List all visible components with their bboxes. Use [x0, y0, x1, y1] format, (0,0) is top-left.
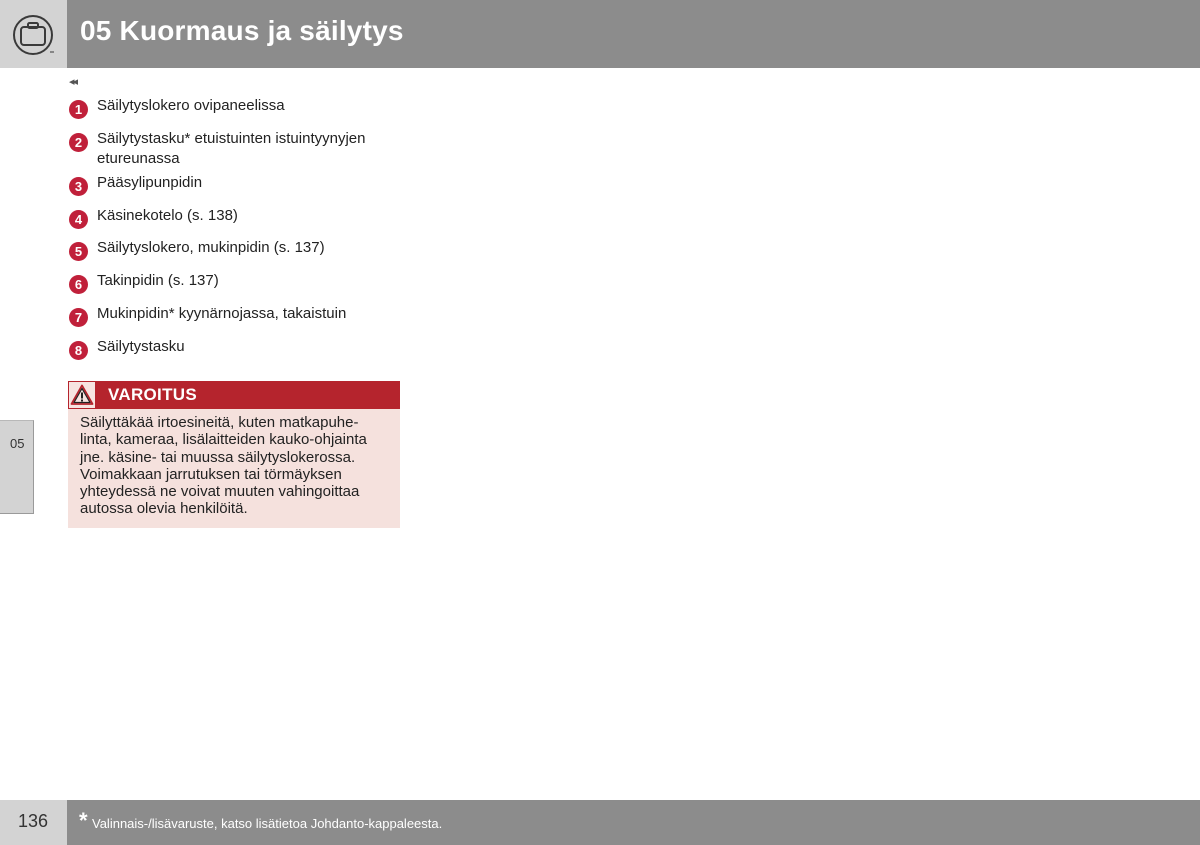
warning-icon-box: [68, 381, 96, 409]
warning-text: [80, 414, 398, 518]
list-item: [69, 304, 407, 327]
warning-header: [68, 381, 400, 409]
list-item-text: Säilytyslokero ovipaneelissa: [97, 97, 285, 114]
warning-triangle-icon: [70, 383, 94, 407]
continued-from-previous-icon: ◂◂: [69, 76, 77, 88]
warning-line: linta, kameraa, lisälaitteiden kauko-ohjainta: [80, 431, 367, 449]
header-bar: [67, 0, 1200, 68]
number-5-icon: [69, 242, 88, 261]
svg-text:7: 7: [74, 310, 83, 325]
number-1-icon: [69, 100, 88, 119]
svg-text:2: 2: [74, 135, 83, 150]
footnote-text: Valinnais-/lisävaruste, katso lisätietoa Johdanto-kappaleesta.: [92, 816, 443, 831]
number-6-icon: [69, 275, 88, 294]
warning-line: jne. käsine- tai muussa säilytyslokerossa.: [80, 448, 356, 466]
page-title: 05 Kuormaus ja säilytys: [80, 15, 404, 46]
list-item-text: Säilytystasku: [97, 338, 185, 355]
svg-text:8: 8: [74, 343, 83, 358]
chapter-tab-label: 05: [10, 436, 25, 451]
number-4-icon: [69, 210, 88, 229]
list-item: [69, 206, 407, 229]
list-item-text: Pääsylipunpidin: [97, 174, 203, 191]
list-item-text: Käsinekotelo (s. 138): [97, 207, 238, 224]
list-item: [69, 271, 407, 294]
list-item: [69, 337, 407, 360]
page-number: 136: [18, 811, 49, 831]
number-3-icon: [69, 177, 88, 196]
number-8-icon: [69, 341, 88, 360]
svg-text:1: 1: [74, 102, 83, 117]
warning-line: autossa olevia henkilöitä.: [80, 500, 248, 518]
warning-title: VAROITUS: [108, 385, 197, 404]
chapter-icon-box: [0, 0, 67, 68]
list-item: [69, 96, 407, 119]
footnote-marker: *: [79, 808, 88, 833]
list-item: [69, 129, 397, 169]
luggage-icon: [12, 14, 56, 56]
list-item: [69, 238, 407, 261]
chapter-tab[interactable]: [0, 420, 34, 514]
warning-line: yhteydessä ne voivat muuten vahingoittaa: [80, 483, 360, 501]
svg-text:6: 6: [74, 277, 83, 292]
list-item: [69, 173, 407, 196]
list-item-text: Säilytyslokero, mukinpidin (s. 137): [97, 239, 325, 256]
list-item-text: Säilytystasku* etuistuinten istuintyynyjen etureunassa: [97, 130, 366, 167]
number-7-icon: [69, 308, 88, 327]
list-item-text: Mukinpidin* kyynärnojassa, takaistuin: [97, 305, 347, 322]
svg-text:4: 4: [74, 212, 83, 227]
warning-box: [68, 381, 400, 528]
warning-line: Voimakkaan jarrutuksen tai törmäyksen: [80, 465, 342, 483]
svg-text:5: 5: [74, 244, 83, 259]
list-item-text: Takinpidin (s. 137): [97, 272, 219, 289]
warning-line: Säilyttäkää irtoesineitä, kuten matkapuhe-: [80, 414, 359, 431]
page-number-box: [0, 800, 67, 845]
footer-bar: [67, 800, 1200, 845]
svg-text:3: 3: [74, 179, 83, 194]
number-2-icon: [69, 133, 88, 152]
